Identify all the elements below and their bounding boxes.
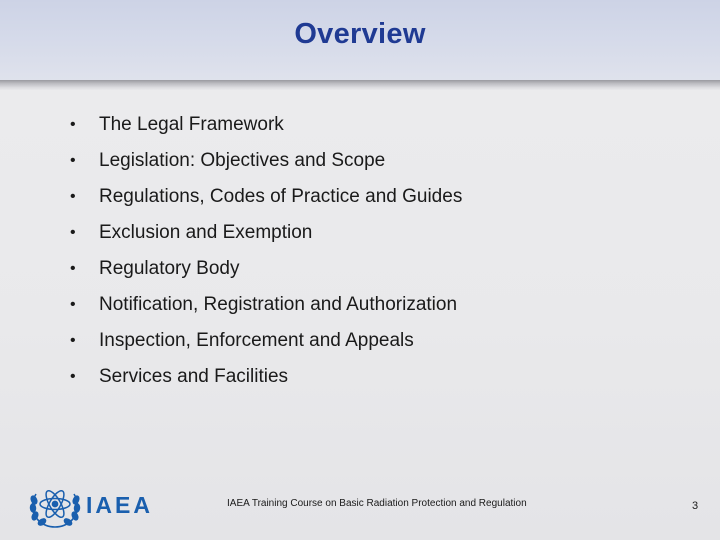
bullet-item	[70, 220, 462, 256]
bullet-icon: •	[70, 116, 76, 133]
bullet-list	[70, 112, 462, 400]
bullet-item	[70, 292, 462, 328]
bullet-icon: •	[70, 188, 76, 205]
bullet-text: The Legal Framework	[99, 114, 284, 135]
bullet-icon: •	[70, 368, 76, 385]
bullet-item	[70, 148, 462, 184]
bullet-text: Services and Facilities	[99, 366, 289, 387]
bullet-text: Inspection, Enforcement and Appeals	[99, 330, 414, 351]
bullet-text: Regulations, Codes of Practice and Guides	[99, 186, 463, 207]
bullet-icon: •	[70, 152, 76, 169]
bullet-text: Notification, Registration and Authorization	[99, 294, 458, 315]
bullet-text: Exclusion and Exemption	[99, 222, 313, 243]
bullet-text: Regulatory Body	[99, 258, 240, 279]
atom-icon	[40, 488, 70, 519]
page-number: 3	[692, 500, 699, 512]
bullet-item	[70, 112, 462, 148]
title-bar-shadow	[0, 80, 720, 90]
bullet-icon: •	[70, 224, 76, 241]
bullet-item	[70, 256, 462, 292]
bullet-icon: •	[70, 296, 76, 313]
logo-wordmark: IAEA	[86, 492, 153, 518]
bullet-item	[70, 184, 462, 220]
slide-title: Overview	[294, 18, 426, 50]
bullet-item	[70, 364, 462, 400]
footer-course-text: IAEA Training Course on Basic Radiation Protection and Regulation	[227, 498, 527, 509]
iaea-logo	[28, 480, 158, 530]
bullet-icon: •	[70, 260, 76, 277]
bullet-icon: •	[70, 332, 76, 349]
bullet-item	[70, 328, 462, 364]
bullet-text: Legislation: Objectives and Scope	[99, 150, 386, 171]
